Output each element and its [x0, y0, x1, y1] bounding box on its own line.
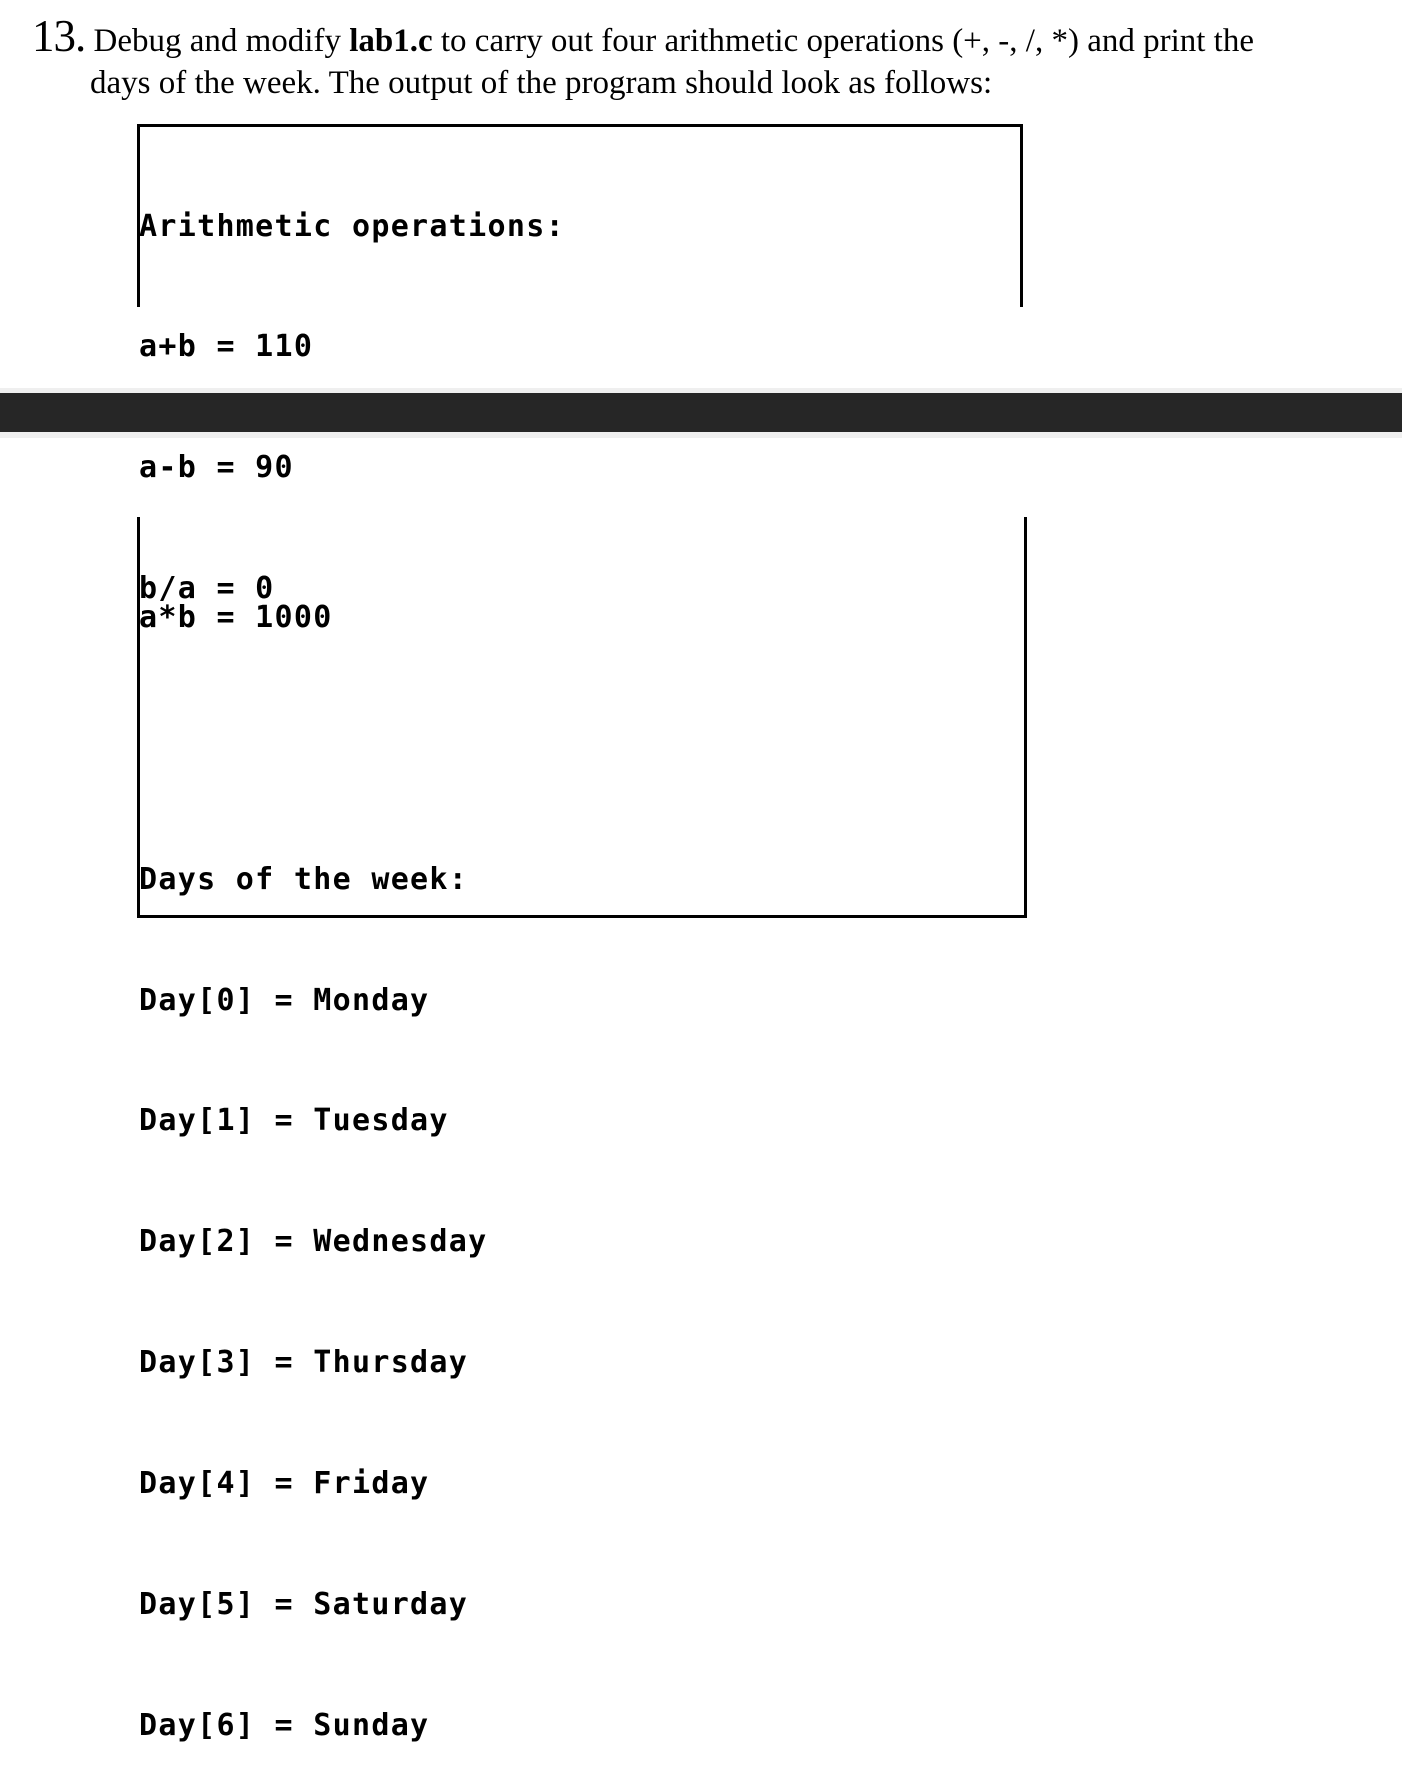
day-line: Day[0] = Monday [139, 982, 430, 1018]
question-line-2: days of the week. The output of the program should look as follows: [90, 65, 993, 101]
day-line: Day[5] = Saturday [139, 1587, 469, 1623]
days-header: Days of the week: [139, 861, 469, 897]
page-separator [0, 393, 1402, 432]
day-line: Day[6] = Sunday [139, 1707, 430, 1743]
day-line: Day[2] = Wednesday [139, 1224, 488, 1260]
day-line: Day[4] = Friday [139, 1466, 430, 1502]
output-line-add: a+b = 110 [139, 329, 314, 365]
output-text-bottom [139, 517, 488, 1787]
question-text-prefix: Debug and modify [85, 23, 350, 59]
output-line-divide: b/a = 0 [139, 571, 275, 607]
question-line-1 [32, 11, 1254, 63]
filename: lab1.c [349, 23, 433, 59]
day-line: Day[1] = Tuesday [139, 1103, 449, 1139]
blank-line [139, 718, 488, 779]
question-number: 13. [32, 11, 86, 61]
arithmetic-header: Arithmetic operations: [139, 208, 565, 244]
output-line-multiply: a*b = 1000 [139, 599, 333, 635]
day-line: Day[3] = Thursday [139, 1345, 469, 1381]
output-line-subtract: a-b = 90 [139, 450, 294, 486]
question-text-suffix: to carry out four arithmetic operations (+, -, /, *) and print the [432, 23, 1254, 59]
